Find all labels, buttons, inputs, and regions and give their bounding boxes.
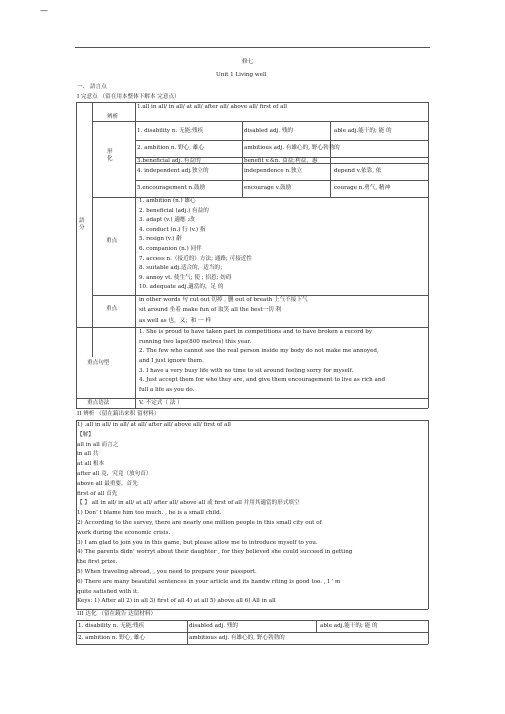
- vocab-item: 7. access n.（接近的）方法; 通路; 可接近性: [139, 255, 252, 262]
- t1-grammar-label: 重点语法: [87, 400, 110, 406]
- box2-line: all in all 而言之: [77, 441, 119, 448]
- t1-phrase-label: 重点: [106, 306, 118, 312]
- t1-rule-4: [76, 327, 428, 328]
- sentence-line: 1. She is proud to have taken part in competitions and to have broken a record by: [139, 329, 373, 335]
- t1-xinghua-label: 形 化: [107, 149, 113, 162]
- box2-line: 【 】 all in all/ in all/ at all/ after all/ above all 或 first of all 并用其適當的形式填空: [77, 500, 300, 507]
- t1-col-b: [135, 102, 136, 408]
- xh-row-3-c1: 3.beneficial adj. 有益的: [137, 158, 201, 164]
- vocab-item: 5. resign (v.) 辭: [139, 236, 182, 243]
- t1-bianxi-text: 1.all in all/ in all/ at all/ after all/ above all/ first of all: [137, 104, 287, 110]
- box2-line: in all 共: [77, 451, 99, 458]
- t3-col-2: [187, 620, 188, 644]
- t3-rule-mid: [76, 632, 428, 633]
- phrase-line: in other words 句 cut out 切掉 , 删 out of breath 上气不接下气: [139, 297, 308, 303]
- box2-content: [77, 422, 352, 608]
- vocab-item: 9. annoy vt. 使生气; 使 ; 招惹; 妨碍: [139, 274, 232, 281]
- box2-line: 1) .all in all/ in all/ at all/ after all/ above all/ first of all: [77, 422, 231, 428]
- sentence-list: [139, 329, 385, 397]
- vocab-item: 8. suitable adj.适合的，适当的；: [139, 265, 226, 272]
- box2-line: 4) The parents didn’ worryt about their daughter , for they believed she could succeed in getting: [77, 549, 353, 556]
- t3-border-bottom: [76, 644, 428, 645]
- t1-sentence-label: 重点句型: [87, 360, 110, 366]
- vocab-item: 3. adapt (v.) 適應 ;改: [139, 217, 195, 224]
- box2-line: above all 最重要，首先: [77, 480, 138, 487]
- box2-line: the first prize.: [77, 559, 118, 566]
- t3-border-left: [76, 620, 77, 644]
- section-one-heading: 一、 語言点: [77, 84, 107, 90]
- sentence-line: running two laps(800 metres) this year.: [139, 338, 252, 345]
- sentence-line: 2. The few who cannot see the real person inside my body do not make me annoyed,: [139, 348, 379, 355]
- xh-row-2-c2: ambitious adj. 有雄心的, 野心勃勃的: [244, 145, 340, 151]
- t3-r1-c1: 1. disability n. 无能;残疾: [78, 623, 145, 629]
- box2-line: 5) When traveling abroad, , you need to prepare your passport.: [77, 568, 257, 575]
- t1-rule-1: [92, 121, 428, 122]
- box2-line: 【解】: [77, 431, 94, 438]
- t1-left-label: 語 分: [79, 218, 85, 231]
- t1-border-left: [76, 102, 77, 408]
- box2-line: Keys: 1) After all 2) in all 3) first of all 4) at all 5) above all 6) All in all: [77, 598, 276, 605]
- xh-row-1-c3: able adj.能干的; 能 的: [334, 128, 392, 134]
- xh-row-1-c1: 1. disability n. 无能;残疾: [137, 128, 204, 134]
- t1-rule-3: [92, 295, 428, 296]
- sentence-line: 3. I have a very busy life with no time to sit around feeling sorry for myself.: [139, 367, 354, 374]
- xh-row-5-c3: courage n.勇气, 精神: [334, 185, 391, 191]
- t3-r2-c1: 2. ambition n. 野心, 雄心: [78, 635, 145, 641]
- t1-bianxi-label: 辨析: [107, 114, 119, 120]
- t1-col-a: [92, 102, 93, 357]
- phrase-line: sit around 坐着 make fun of 取笑 all the best一切 利: [139, 307, 282, 313]
- xh-row-4-c2: independence n.独立: [244, 168, 303, 174]
- xh-row-5-c1: 5.encouragement n.鼓励: [137, 185, 206, 191]
- t3-r1-c2: disabled adj. 残的: [189, 623, 239, 629]
- sentence-line: and I just ignore them.: [139, 358, 204, 365]
- t1-vocab-label: 重点: [106, 238, 118, 244]
- box2-line: first of all 首先: [77, 490, 118, 497]
- t1-xh-col-3: [330, 121, 331, 197]
- box2-line: 6) There are many beautiful sentences in your article and its handw riting is good too. , I ’ m: [77, 578, 341, 585]
- vocab-item: 4. conduct (n.) 行 (v.) 指: [139, 226, 206, 233]
- xh-row-2-c1: 2. ambition n. 野心, 雄心: [137, 145, 204, 151]
- box2-line: 1) Don’ t blame him too much. , he is a small child.: [77, 510, 222, 517]
- xh-row-4-c1: 4. independent adj.独立的: [137, 168, 209, 174]
- header-rule: [75, 47, 430, 48]
- t1-border-bottom: [76, 408, 428, 409]
- vocab-item: 1. ambition (n.) 雄心: [139, 198, 196, 204]
- xh-row-4-c3: depend v.依靠, 依: [334, 168, 382, 174]
- phrase-line: as well as 也，又；和 一 样: [139, 318, 212, 324]
- section-one-subheading: I 完意点 （留在用本整体下解本 完意点）: [77, 94, 180, 100]
- box2-line: after all 竟，究竟（放句首）: [77, 470, 152, 477]
- b2-border-right: [428, 420, 429, 609]
- sentence-line: full a life as you do.: [139, 387, 195, 394]
- box2-line: quite satisfied with it.: [77, 588, 139, 595]
- b2-border-top: [76, 420, 428, 421]
- unit-title: Unit 1 Living well: [216, 72, 267, 78]
- top-dash: —: [40, 6, 48, 15]
- section-two-heading: II 辨析 （留在鎬出来积 留材料）: [77, 411, 160, 417]
- t1-rule-5: [76, 398, 428, 399]
- t1-rule-xh1: [135, 140, 428, 141]
- box2-line: 2) According to the survey, there are nearly one million people in this small city out of: [77, 519, 322, 526]
- box2-line: 3) I am glad to join you in this game, but please allow me to introduce myself to you.: [77, 539, 318, 546]
- section-three-heading: III 达化 （留在鏡告 达留材料）: [77, 611, 157, 617]
- t3-border-top: [76, 620, 428, 621]
- t3-r1-c3: able adj.能干的; 能 的: [320, 623, 378, 629]
- t3-r2-c2: ambitious adj. 有雄心的, 野心勃勃的: [189, 635, 285, 641]
- page-label: 修七: [242, 59, 254, 65]
- b2-border-bottom: [76, 609, 428, 610]
- vocab-item: 10. adequate adj.適當的，足 的: [139, 284, 224, 291]
- xh-row-3-c2: benefit v.&n. 益益;利益，惠: [244, 158, 318, 164]
- t1-border-top: [76, 102, 428, 103]
- box2-line: at all 根本: [77, 461, 105, 468]
- vocab-item: 2. beneficial (adj.) 有益的: [139, 207, 209, 214]
- box2-line: work during the economic crisis.: [77, 529, 171, 536]
- vocab-item: 6. companion (n.) 同伴: [139, 245, 202, 252]
- sentence-line: 4. Just accept them for who they are, and give them encouragement to live as rich and: [139, 377, 386, 384]
- t1-border-right: [428, 102, 429, 408]
- t3-col-3: [316, 620, 317, 632]
- t1-xh-col-2: [242, 121, 243, 197]
- t3-border-right: [428, 620, 429, 644]
- t1-grammar-text: V. 不定式（ 法 ）: [139, 400, 183, 406]
- vocab-list: [139, 198, 252, 294]
- t1-rule-xh4: [135, 180, 428, 181]
- xh-row-5-c2: encourage v.鼓励: [244, 185, 292, 191]
- xh-row-1-c2: disabled adj. 残的: [244, 128, 294, 134]
